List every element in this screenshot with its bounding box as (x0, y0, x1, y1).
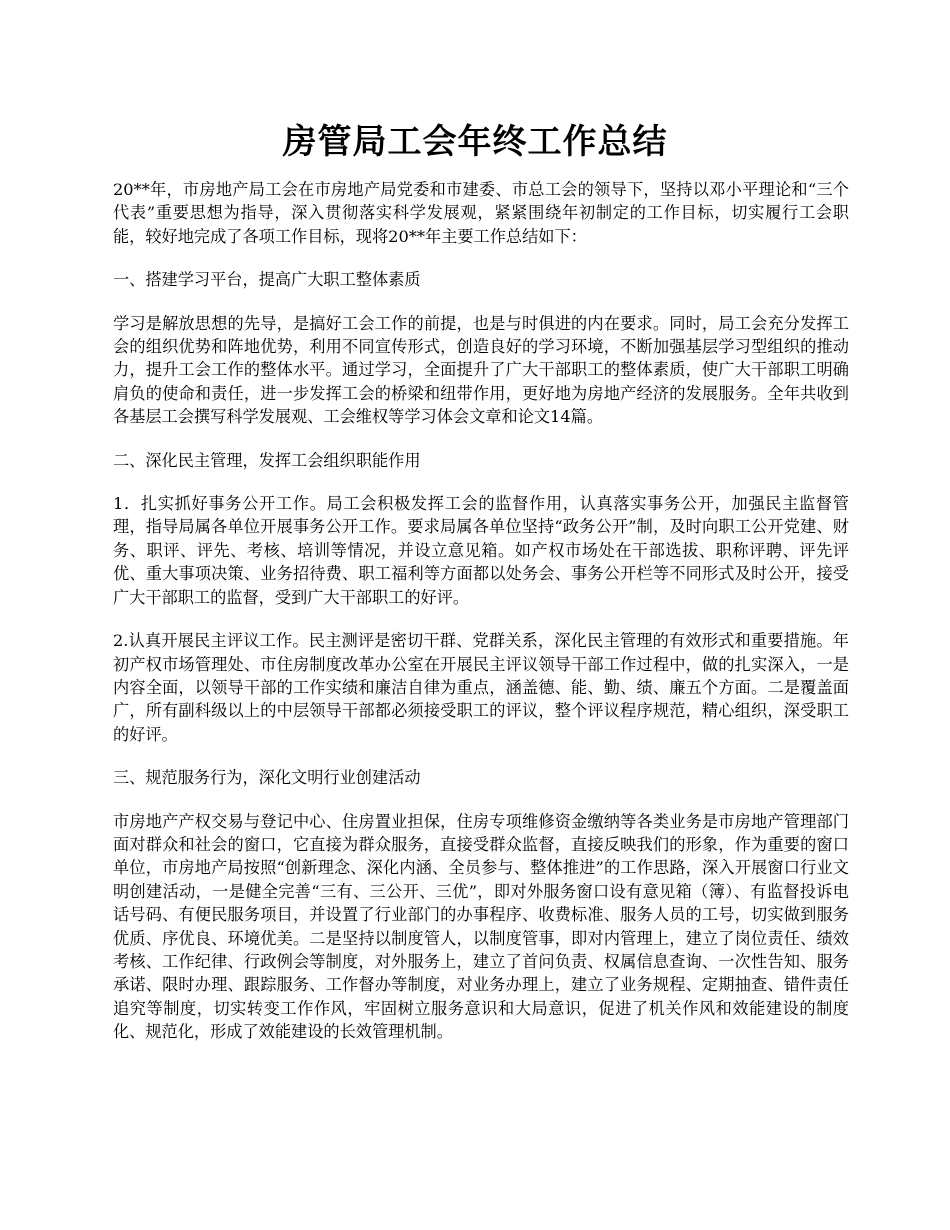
section-1-paragraph: 学习是解放思想的先导，是搞好工会工作的前提，也是与时俱进的内在要求。同时，局工会充分发挥工会的组织优势和阵地优势，利用不同宣传形式，创造良好的学习环境，不断加强基层学习型组织的推动力，提升工会工作的整体水平。通过学习，全面提升了广大干部职工的整体素质，使广大干部职工明确肩负的使命和责任，进一步发挥工会的桥梁和纽带作用，更好地为房地产经济的发展服务。全年共收到各基层工会撰写科学发展观、工会维权等学习体会文章和论文14篇。 (113, 313, 849, 427)
section-heading-3: 三、规范服务行为，深化文明行业创建活动 (113, 768, 421, 788)
section-heading-1: 一、搭建学习平台，提高广大职工整体素质 (113, 270, 421, 290)
document-title: 房管局工会年终工作总结 (282, 122, 668, 162)
document-body (113, 178, 849, 1064)
intro-paragraph: 20**年，市房地产局工会在市房地产局党委和市建委、市总工会的领导下，坚持以邓小平理论和“三个代表”重要思想为指导，深入贯彻落实科学发展观，紧紧围绕年初制定的工作目标，切实履行工会职能，较好地完成了各项工作目标，现将20**年主要工作总结如下： (113, 180, 849, 246)
section-2-item-2: 2.认真开展民主评议工作。民主测评是密切干群、党群关系，深化民主管理的有效形式和重要措施。年初产权市场管理处、市住房制度改革办公室在开展民主评议领导干部工作过程中，做的扎实深入，一是内容全面，以领导干部的工作实绩和廉洁自律为重点，涵盖德、能、勤、绩、廉五个方面。二是覆盖面广，所有副科级以上的中层领导干部都必须接受职工的评议，整个评议程序规范，精心组织，深受职工的好评。 (113, 631, 849, 744)
section-heading-2: 二、深化民主管理，发挥工会组织职能作用 (113, 450, 421, 470)
section-3-paragraph: 市房地产产权交易与登记中心、住房置业担保，住房专项维修资金缴纳等各类业务是市房地产管理部门面对群众和社会的窗口，它直接为群众服务，直接受群众监督，直接反映我们的形象，作为重要的窗口单位，市房地产局按照“创新理念、深化内涵、全员参与、整体推进”的工作思路，深入开展窗口行业文明创建活动，一是健全完善“三有、三公开、三优”，即对外服务窗口设有意见箱（簿）、有监督投诉电话号码、有便民服务项目，并设置了行业部门的办事程序、收费标准、服务人员的工号，切实做到服务优质、序优良、环境优美。二是坚持以制度管人，以制度管事，即对内管理上，建立了岗位责任、绩效考核、工作纪律、行政例会等制度，对外服务上，建立了首问负责、权属信息查询、一次性告知、服务承诺、限时办理、跟踪服务、工作督办等制度，对业务办理上，建立了业务规程、定期抽查、错件责任追究等制度，切实转变工作作风，牢固树立服务意识和大局意识，促进了机关作风和效能建设的制度化、规范化，形成了效能建设的长效管理机制。 (113, 811, 849, 1042)
section-2-item-1: 1．扎实抓好事务公开工作。局工会积极发挥工会的监督作用，认真落实事务公开，加强民主监督管理，指导局属各单位开展事务公开工作。要求局属各单位坚持“政务公开”制，及时向职工公开党建、财务、职评、评先、考核、培训等情况，并设立意见箱。如产权市场处在干部选拔、职称评聘、评先评优、重大事项决策、业务招待费、职工福利等方面都以处务会、事务公开栏等不同形式及时公开，接受广大干部职工的监督，受到广大干部职工的好评。 (113, 494, 849, 607)
